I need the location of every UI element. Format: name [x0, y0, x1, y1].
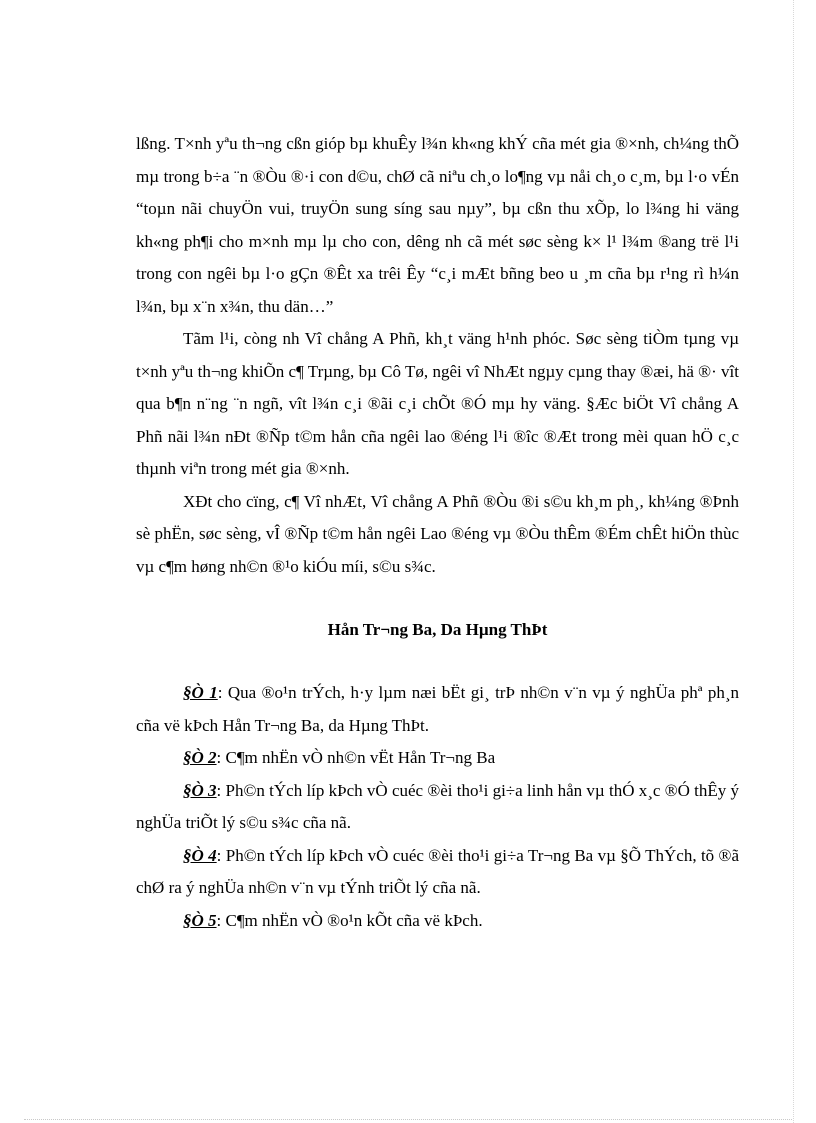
- paragraph-2: Tãm l¹i, còng nh Vî chång A Phñ, kh¸t väng h¹nh phóc. Søc sèng tiÒm tµng vµ t×nh yªu th¬ng khiÕn c¶ Trµng, bµ Cô Tø, ngêi vî NhÆt ngµy cµng thay ®æi, hä ®· vît qua b¶n n¨ng ¨n ngñ, vît l¾n c¸i ®ãi c¸i chÕt ®Ó mµ hy väng. §Æc biÖt Vî chång A Phñ nãi l¾n nÐt ®Ñp t©m hån cña ngêi lao ®éng l¹i ®îc ®Æt trong mèi quan hÖ c¸c thµnh viªn trong mét gia ®×nh.: [136, 329, 739, 478]
- question-label: §Ò 2: [183, 748, 217, 767]
- question-label: §Ò 4: [183, 845, 217, 865]
- question-3: [136, 775, 739, 840]
- question-label: §Ò 1: [183, 683, 218, 702]
- question-label: §Ò 3: [183, 780, 217, 800]
- question-1: [136, 677, 739, 742]
- body-text: [136, 128, 739, 583]
- question-text: : C¶m nhËn vÒ ®o¹n kÕt cña vë kÞch.: [216, 910, 483, 930]
- paragraph-1: lßng. T×nh yªu th¬ng cßn gióp bµ khuÊy l¾n kh«ng khÝ cña mét gia ®×nh, ch¼ng thÕ mµ trong b÷a ¨n ®Òu ®·i con d©u, chØ cã niªu ch¸o lo¶ng vµ nåi ch¸o c¸m, bµ l·o vÉn “toµn nãi chuyÖn vui, truyÖn sung síng sau nµy”, bµ cßn thu xÕp, lo l¾ng hi väng kh«ng ph¶i cho m×nh mµ lµ cho con, dêng nh cã mét søc sèng k× l¹ l¾m ®ang trë l¹i trong con ngêi bµ l·o gÇn ®Êt xa trêi Êy “c¸i mÆt bñng beo u ¸m cña bµ r¹ng rì h¼n l¾n, bµ x¨n x¾n, thu dän…”: [136, 134, 739, 316]
- question-text: : C¶m nhËn vÒ nh©n vËt Hån Tr¬ng Ba: [216, 748, 496, 767]
- question-text: : Ph©n tÝch líp kÞch vÒ cuéc ®èi tho¹i gi÷a Tr¬ng Ba vµ §Õ ThÝch, tõ ®ã chØ ra ý nghÜa nh©n v¨n vµ tÝnh triÕt lý cña nã.: [136, 845, 739, 897]
- paragraph-3: XÐt cho cïng, c¶ Vî nhÆt, Vî chång A Phñ ®Òu ®i s©u kh¸m ph¸, kh¼ng ®Þnh sè phËn, søc sèng, vÎ ®Ñp t©m hån ngêi Lao ®éng vµ ®Òu thÊm ®Ém chÊt hiÖn thùc vµ c¶m høng nh©n ®¹o kiÓu míi, s©u s¾c.: [136, 491, 739, 576]
- page-margin-line: [793, 0, 794, 1123]
- question-5: [136, 905, 739, 938]
- question-2: [136, 742, 739, 775]
- question-text: : Qua ®o¹n trÝch, h·y lµm næi bËt gi¸ trÞ nh©n v¨n vµ ý nghÜa phª ph¸n cña vë kÞch Hån Tr¬ng Ba, da Hµng ThÞt.: [136, 683, 740, 735]
- page-bottom-line: [24, 1119, 792, 1120]
- question-text: : Ph©n tÝch líp kÞch vÒ cuéc ®èi tho¹i gi÷a linh hån vµ thÓ x¸c ®Ó thÊy ý nghÜa triÕt lý s©u s¾c cña nã.: [136, 780, 740, 832]
- section-title: Hån Tr¬ng Ba, Da Hµng ThÞt: [327, 620, 548, 639]
- question-list: [136, 677, 739, 937]
- question-label: §Ò 5: [183, 910, 217, 930]
- question-4: [136, 840, 739, 905]
